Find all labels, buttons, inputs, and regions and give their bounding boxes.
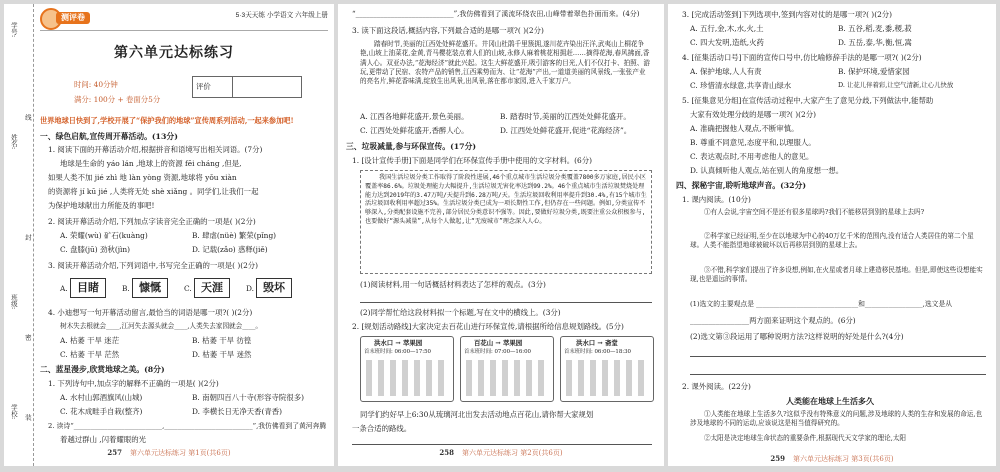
p3-q4-option-b: B. 保护环境,爱惜家园 xyxy=(838,67,910,76)
q3-box-d: 毁坏 xyxy=(256,278,292,298)
q6-line-b: 着越过群山 ,闪着耀眼的光 xyxy=(60,435,146,444)
route-3-time: 首末班时间: 06:00—18:30 xyxy=(564,349,631,355)
q5-option-a: A. 水村山郭酒旗风(山城) xyxy=(60,393,143,402)
p3-q3-option-b: B. 五谷,稻,麦,黍,稷,菽 xyxy=(838,24,912,33)
p2-q1-b: (2)同学帮忙给这段材料拟一个标题,写在文中的横线上。(3分) xyxy=(360,308,561,317)
p3-q4-option-c: C. 珍惜清水绿意,共享青山绿水 xyxy=(690,81,792,90)
section-2-heading: 二、蓝星漫步,欣赏地球之美。(8分) xyxy=(40,365,165,374)
p3-q5-stem: 5. [征集意见分组]在宣传活动过程中,大家产生了意见分歧,下列做法中,能帮助 xyxy=(682,96,934,105)
p3-q5-option-d: D. 认真倾听他人观点,站在别人的角度想一想。 xyxy=(690,166,844,175)
q3-box-b: 慷慨 xyxy=(132,278,168,298)
q3-stem: 3. 阅读开幕活动介绍,下列词语中,书写完全正确的一项是( )(2分) xyxy=(48,261,259,270)
time-info: 时间: 40分钟 xyxy=(74,80,118,89)
page-footer xyxy=(4,448,334,458)
q1-line-b: 如果人类不加 jié zhì 地 làn yòng 资源,地球将 yǒu xiàn xyxy=(48,173,237,182)
route-2-time: 首末班时间: 07:00—16:00 xyxy=(464,349,531,355)
article-para-1: ①人类能在地球上生活多久?这似乎没有特殊意义的问题,涉及地球的人类的生存和发展的命运,也涉及地球的不同的运动,应该说这是相当值得研究的。 xyxy=(690,410,983,428)
footer-text: 第六单元达标练习 第2页(共6页) xyxy=(462,448,563,457)
p3-q1-answer-line-2[interactable] xyxy=(690,374,986,375)
route-1-time: 首末班时间: 06:00—17:50 xyxy=(364,349,431,355)
p2-q1-stem: 1. [设计宣传手册]下面是同学们在环保宣传手册中使用的文字材料。(6分) xyxy=(352,156,592,165)
q3-box-c: 天涯 xyxy=(194,278,230,298)
intro-banner: 世界地球日快到了,学校开展了“保护我们的地球”宣传周系列活动,一起来参加吧! xyxy=(40,116,294,125)
route-2-title: 百花山 → 萃果园 xyxy=(474,339,523,347)
page-258 xyxy=(338,4,664,466)
p2-q3-option-b: B. 踏春时节,美丽的江西处处鲜花盛开。 xyxy=(500,112,631,121)
q4-option-a: A. 枯萎 干旱 迷茫 xyxy=(60,336,120,345)
q1-line-a: 地球是生命的 yáo lán ,地球上的资源 fēi cháng ,但是, xyxy=(60,159,242,168)
p3-q1-c: (2)选文第③段运用了哪种说明方法?这样说明的好处是什么?(4分) xyxy=(690,332,904,341)
q3-label-b: B. xyxy=(122,284,130,293)
page-footer xyxy=(668,454,996,464)
p2-q3-stem: 3. 读下面这段话,概括内容,下列最合适的是哪一项?( )(2分) xyxy=(352,26,544,35)
side-xingming: 姓名: xyxy=(9,134,18,150)
q5-option-c: C. 花木成畦手自栽(整齐) xyxy=(60,407,143,416)
page-title: 第六单元达标练习 xyxy=(114,45,234,61)
q4-option-d: D. 枯萎 干旱 迷然 xyxy=(192,350,252,359)
p2-q2-answer-line[interactable] xyxy=(352,444,652,445)
p3-q3-option-c: C. 四大发明,造纸,火药 xyxy=(690,38,764,47)
p2-q3-option-c: C. 江西处处鲜花盛开,香醉人心。 xyxy=(360,126,469,135)
p3-reading-para-1: ①有人会说,宇宙空间不是还有很多星球吗?我们不能移居到别的星球上去吗? xyxy=(704,208,925,216)
q2-stem: 2. 阅读开幕活动介绍,下列加点字读音完全正确的一项是( )(2分) xyxy=(48,217,256,226)
p2-top-line: “____________________________”,我仿佛看到了溪流环绕农田,山峰带着翠色扑面而来。(4分) xyxy=(352,10,640,18)
p3-q1-stem: 1. 课内阅读。(10分) xyxy=(682,195,751,204)
p3-q4-stem: 4. [征集活动口号]下面的宣传口号中,仿比喻修辞手法的是哪一项?( )(2分) xyxy=(682,53,922,62)
p3-reading-para-2: ②科学家已经证明,至少在以地球为中心的40万亿千米的范围内,没有适合人类居住的第二个星球。人类不能指望地球被破坏以后再移居到别的星球上去。 xyxy=(690,232,974,250)
p3-q4-option-d: D. 让花儿伴着彩,让空气清新,让心儿快放 xyxy=(838,81,954,89)
q1-line-d: 为保护地球献出力所能及的事吧! xyxy=(48,201,155,210)
q2-option-d: D. 记载(zǎo) 惑释(jiě) xyxy=(192,245,268,254)
score-label: 评价 xyxy=(196,82,211,91)
p3-q3-option-a: A. 五行,金,木,水,火,土 xyxy=(690,24,764,33)
q5-stem: 1. 下列诗句中,加点字的解释不正确的一项是( )(2分) xyxy=(48,379,219,388)
badge: 测评卷 xyxy=(56,12,90,24)
q4-option-b: B. 枯萎 干旱 彷徨 xyxy=(192,336,252,345)
page-257 xyxy=(4,4,334,466)
p2-passage: 踏春时节,美丽的江西处处鲜花盛开。井冈山杜鹃千里簇拥,遂川花卉染出汪洋,武夷山上桐花争艳,山坡上油菜花,金黄,青马樱花装点着人们的山坡,永修人麻着桃花相拥赶……摘得花海,春风拂面,香满人心。双亚办法,“花海经济”就此兴起。这生大鲜花盛开,吸引游客的目光,人们不仅打卡、拍照、游玩,更带动了民宿、农特产品的销售,江西乘势而为、让“花海”产出,一道道美丽的风景线,一张张产业的亮名片,鲜花香味满,绽放生出风景,出风景,落在都市家园,进入千家万户。 xyxy=(360,40,650,86)
p2-q2-prompt-a: 同学们约好早上6:30从琉璃河北出发去活动地点百花山,请你帮大家规划 xyxy=(360,410,594,419)
q4-option-c: C. 枯萎 干旱 茫然 xyxy=(60,350,120,359)
p3-q1-b: ________________两方面来证明这个观点的。(6分) xyxy=(690,316,856,325)
section-1-heading: 一、绿色启航,宣传周开幕活动。(13分) xyxy=(40,132,178,141)
q1-stem: 1. 阅读下面的开幕活动介绍,根据拼音和语境写出相关词语。(7分) xyxy=(48,145,263,154)
article-para-2: ②太阳是决定地球生命状态的重要条件,根据现代天文学家的理论,太阳 xyxy=(704,434,907,442)
page-number: 258 xyxy=(439,447,454,457)
p3-q1-answer-line-1[interactable] xyxy=(690,356,986,357)
side-xuehao: 学号: xyxy=(9,22,18,38)
article-title: 人类能在地球上生活多久 xyxy=(786,396,874,406)
p3-q2-stem: 2. 课外阅读。(22分) xyxy=(682,382,751,391)
q2-option-a: A. 荣耀(wù) 矿石(kuàng) xyxy=(60,231,148,240)
page-259 xyxy=(668,4,996,466)
p3-q5-option-b: B. 尊重不同意见,态度平和,以理服人。 xyxy=(690,138,816,147)
route-stops-2 xyxy=(466,360,548,396)
route-3-title: 洪水口 → 斋堂 xyxy=(576,339,618,347)
page-number: 257 xyxy=(107,447,122,457)
section-3-heading: 三、垃圾减量,参与环保宣传。(17分) xyxy=(346,142,477,151)
side-mi: 密 xyxy=(23,334,32,341)
p3-q5-option-a: A. 准确把握他人观点,不断审慎。 xyxy=(690,124,799,133)
q3-label-a: A. xyxy=(60,284,68,293)
q3-label-c: C. xyxy=(184,284,192,293)
p2-q1-answer-line[interactable] xyxy=(360,302,652,303)
q6-stem: 2. 读诗“__________________________,__________________________”,我仿佛看到了黄河奔腾 xyxy=(48,422,327,430)
p3-reading-para-3: ③不错,科学家们提出了许多设想,例如,在火星或者月球上建造移民基地。但是,即使这些设想能实现,也是遥远的事情。 xyxy=(690,266,983,284)
p2-q2-prompt-b: 一条合适的路线。 xyxy=(352,424,412,433)
p3-q3-stem: 3. [完成活动签到]下列选项中,签到内容对仗的是哪一项?( )(2分) xyxy=(682,10,893,19)
p2-q1-a: (1)阅读材料,用一句话概括材料表达了怎样的观点。(3分) xyxy=(360,280,546,289)
side-xian: 线 xyxy=(23,114,32,121)
series-label: 5·3天天练 小学语文 六年级上册 xyxy=(235,12,328,19)
p3-q5-stem-b: 大家有效处理分歧的是哪一项?( )(2分) xyxy=(690,110,817,119)
q3-label-d: D. xyxy=(246,284,255,293)
score-input[interactable] xyxy=(233,77,301,97)
page-footer xyxy=(338,448,664,458)
page-number: 259 xyxy=(770,453,785,463)
q2-option-b: B. 肆虐(nüè) 繁荣(pǐng) xyxy=(192,231,277,240)
p2-material-box: 我国生活垃圾分类工作取得了阶段性进展,46个重点城市生活垃圾分类覆盖7800多万家庭,居民小区覆盖率86.6%。垃圾处理能力大幅提升,生活垃圾无害化率达到99.2%。46个重点城市生活垃圾焚烧处理能力达到2019年的3.47万吨/天提升到6.28万吨/天。生活垃圾回收利用率提升到30.4%,有15个城市生活垃圾回收利用率超过35%。生活垃圾分类已成为一项长期性工作,但仍存在一些问题。例如,分类宣传不够深入,分类配套设施不完善,部分居民分类意识不强等。因此,要做好垃圾分类,既要注重公众积极参与,也要做好“源头减量”,从每个人做起,让“无废城市”理念深入人心。 xyxy=(360,170,652,274)
q5-option-b: B. 南朝四百八十寺(形容寺院很多) xyxy=(192,393,304,402)
section-4-heading: 四、探秘宇宙,聆听地球声音。(32分) xyxy=(676,181,807,190)
p2-q3-option-d: D. 江西处处鲜花盛开,促进“花海经济”。 xyxy=(500,126,632,135)
full-score-info: 满分: 100分 + 卷面分5分 xyxy=(74,95,161,104)
footer-text: 第六单元达标练习 第3页(共6页) xyxy=(793,454,894,463)
side-feng: 封 xyxy=(23,234,32,241)
footer-text: 第六单元达标练习 第1页(共6页) xyxy=(130,448,231,457)
p3-q1-a: (1)选文的主要观点是 ______________________________和_________________,选文是从 xyxy=(690,300,953,308)
q2-option-c: C. 盘膝(jū) 劲秋(jìn) xyxy=(60,245,131,254)
q4-sentence: 树木失去根就会____,江河失去源头就会____,人类失去家园就会____。 xyxy=(60,322,263,330)
p3-q4-option-a: A. 保护地球,人人有责 xyxy=(690,67,762,76)
q1-line-c: 的资源将 jí kū jié ,人类将无处 shè xiǎng 。同学们,让我们一起 xyxy=(48,187,259,196)
side-zhuang: 装 xyxy=(23,414,32,421)
q4-stem: 4. 小迪想写一句开幕活动留言,最恰当的词语是哪一项?( )(2分) xyxy=(48,308,253,317)
route-stops-3 xyxy=(566,360,648,396)
p2-q3-option-a: A. 江西各地鲜花盛开,景色美丽。 xyxy=(360,112,469,121)
p3-q5-option-c: C. 表达观点时,不用考虑他人的意见。 xyxy=(690,152,814,161)
route-1-title: 洪水口 → 萃果园 xyxy=(374,339,423,347)
q5-option-d: D. 李横长日无净天香(青香) xyxy=(192,407,283,416)
p2-q2-stem: 2. [规划活动路线]大家决定去百花山进行环保宣传,请根据所给信息规划路线。(5分) xyxy=(352,322,624,331)
route-stops-1 xyxy=(366,360,448,396)
q3-box-a: 目睹 xyxy=(70,278,106,298)
header-rule xyxy=(40,30,328,31)
side-banji: 班级: xyxy=(9,294,18,310)
p3-q3-option-d: D. 五岳,泰,华,衡,恒,嵩 xyxy=(838,38,912,47)
side-xuexiao: 学校: xyxy=(9,404,18,420)
